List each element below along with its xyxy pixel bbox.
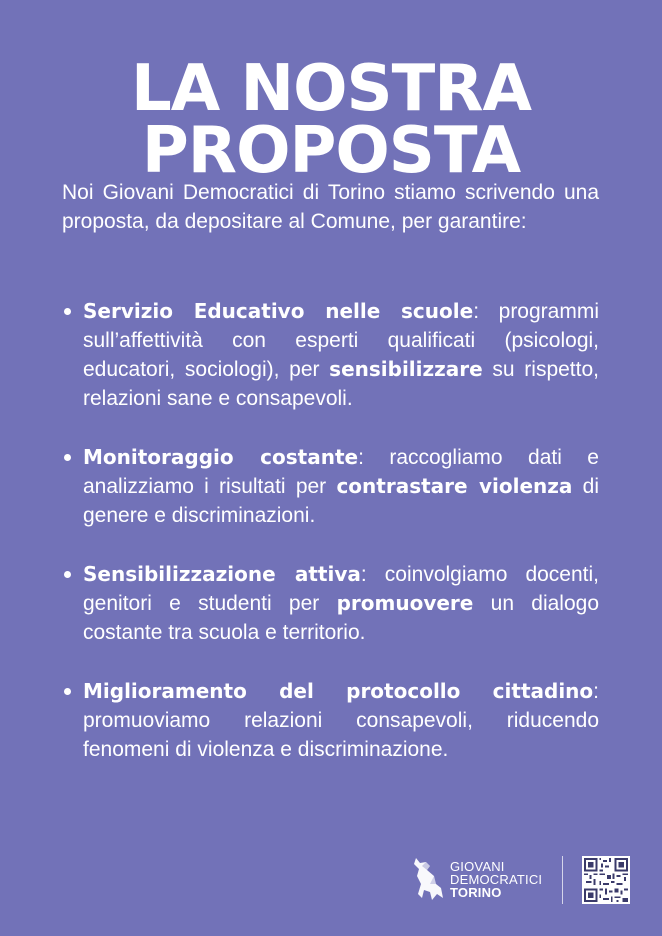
title-line-2: PROPOSTA [141, 114, 521, 188]
proposal-item [62, 443, 599, 530]
proposal-list [62, 297, 599, 794]
item-part: sensibilizzare [329, 357, 483, 381]
item-part: : programmi sull’affettività con esperti qualificati (psicologi, educatori, sociologi), per [83, 300, 599, 381]
qr-code-icon[interactable] [582, 856, 630, 904]
intro-paragraph: Noi Giovani Democratici di Torino stiamo scrivendo una proposta, da depositare al Comune, per garantire: [62, 181, 599, 233]
logo-line-1: GIOVANI [450, 859, 505, 874]
item-part: : raccogliamo dati e analizziamo i risultati per [83, 446, 599, 498]
item-part: contrastare violenza [336, 474, 573, 498]
item-part: : coinvolgiamo docenti, genitori e studenti per [83, 563, 599, 615]
page-title [0, 52, 662, 188]
footer-logo [410, 852, 635, 908]
divider [562, 856, 563, 904]
item-part: Servizio Educativo nelle scuole [83, 299, 474, 323]
logo-line-2: DEMOCRATICI [450, 872, 543, 887]
item-part: Miglioramento del protocollo cittadino [83, 679, 594, 703]
item-part: Monitoraggio costante [83, 445, 359, 469]
bull-icon [410, 854, 446, 904]
proposal-item [62, 677, 599, 764]
item-part: : promuoviamo relazioni consapevoli, riducendo fenomeni di violenza e discriminazione. [83, 680, 599, 761]
bullet-dot-icon [64, 308, 71, 315]
item-part: di genere e discriminazioni. [83, 475, 599, 527]
bullet-dot-icon [64, 454, 71, 461]
item-part: promuovere [336, 591, 474, 615]
title-line-1: LA NOSTRA [130, 52, 532, 126]
bullet-dot-icon [64, 688, 71, 695]
logo-wordmark [450, 860, 542, 899]
proposal-item [62, 297, 599, 413]
item-part: su rispetto, relazioni sane e consapevoli. [83, 358, 599, 410]
item-part: un dialogo costante tra scuola e territorio. [83, 592, 599, 644]
proposal-item [62, 560, 599, 647]
bullet-dot-icon [64, 571, 71, 578]
logo-line-3: TORINO [450, 885, 502, 900]
item-part: Sensibilizzazione attiva [83, 562, 361, 586]
